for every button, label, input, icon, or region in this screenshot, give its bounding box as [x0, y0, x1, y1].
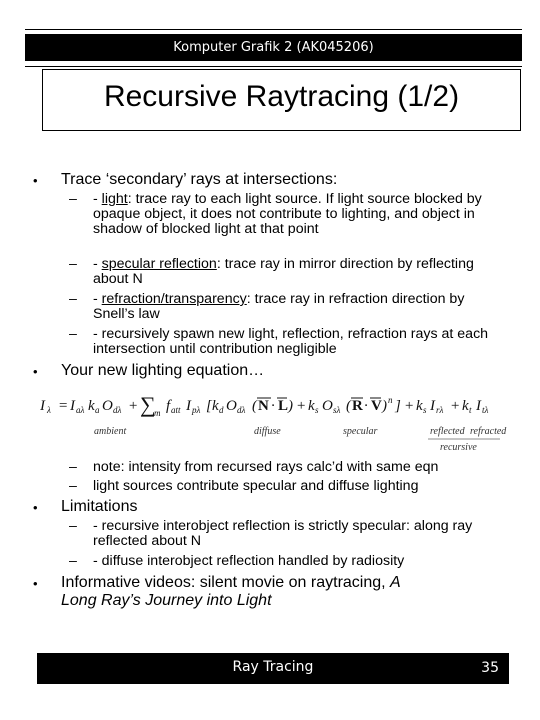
term-refraction-transparency: refraction/transparency	[101, 291, 247, 307]
svg-text:I: I	[430, 398, 435, 414]
svg-text:k: k	[88, 398, 95, 414]
course-title: Komputer Grafik 2 (AK045206)	[173, 40, 374, 55]
page-number: 35	[481, 660, 499, 676]
svg-text:N: N	[258, 398, 269, 414]
sub-bullet-recursive: – - recursively spawn new light, reflection, refraction rays at each intersection until contribution negligible	[69, 326, 489, 357]
label-specular: specular	[343, 426, 378, 437]
svg-text:dλ: dλ	[113, 405, 122, 415]
sub-bullet-note-lights: – light sources contribute specular and diffuse lighting	[69, 478, 419, 494]
svg-text:k: k	[462, 398, 469, 414]
label-diffuse: diffuse	[254, 426, 281, 437]
sub-bullet-light: – - light: trace ray to each light source. If light source blocked by opaque object, it does not contribute to lighting, and object in shadow of blocked light at that point	[69, 191, 482, 237]
bullet-marker: •	[33, 500, 38, 515]
svg-text:·: ·	[364, 398, 368, 414]
svg-text:O: O	[226, 398, 237, 414]
svg-text:dλ: dλ	[237, 405, 246, 415]
svg-text:(: (	[252, 398, 257, 414]
bullet-limitations: Limitations	[61, 498, 138, 515]
sub-bullet-refraction: – - refraction/transparency: trace ray in refraction direction by Snell’s law	[69, 291, 465, 322]
svg-text:O: O	[322, 398, 333, 414]
footer-title: Ray Tracing	[232, 659, 314, 675]
top-rule	[25, 29, 522, 30]
label-ambient: ambient	[94, 426, 127, 437]
svg-text:k: k	[416, 398, 423, 414]
svg-text:]: ]	[395, 398, 401, 414]
svg-text:I: I	[70, 398, 75, 414]
lighting-equation-image	[40, 392, 520, 454]
svg-text:∑: ∑	[140, 392, 156, 417]
svg-text:·: ·	[271, 398, 275, 414]
bullet-lighting-equation: Your new lighting equation…	[61, 362, 265, 379]
sub-bullet-note-intensity: – note: intensity from recursed rays calc’d with same eqn	[69, 459, 439, 475]
term-light: light	[101, 191, 128, 207]
footer-bar	[37, 653, 509, 684]
bullet-secondary-rays: Trace ‘secondary’ rays at intersections:	[61, 171, 338, 188]
svg-text:): )	[288, 398, 293, 414]
svg-text:(: (	[346, 398, 351, 414]
svg-text:m: m	[154, 408, 161, 418]
sub-bullet-limit-radiosity: – - diffuse interobject reflection handled by radiosity	[69, 553, 405, 569]
svg-text:a: a	[95, 405, 100, 415]
svg-text:n: n	[388, 395, 393, 405]
svg-text:rλ: rλ	[436, 405, 444, 415]
svg-text:I: I	[186, 398, 191, 414]
svg-text:t: t	[469, 405, 472, 415]
title-box	[42, 69, 521, 131]
svg-text:L: L	[278, 398, 289, 414]
lighting-equation-svg	[40, 392, 520, 454]
svg-text:R: R	[352, 398, 363, 414]
svg-text:pλ: pλ	[192, 405, 201, 415]
svg-text:+: +	[404, 398, 415, 414]
svg-text:V: V	[371, 398, 382, 414]
svg-text:O: O	[102, 398, 113, 414]
svg-text:λ: λ	[47, 405, 51, 415]
bullet-marker: •	[33, 364, 38, 379]
svg-text:+: +	[296, 398, 307, 414]
svg-text:=: =	[58, 398, 69, 414]
video-title: Long Ray’s Journey into Light	[61, 592, 272, 609]
sub-bullet-limit-specular: – - recursive interobject reflection is strictly specular: along ray reflected about N	[69, 518, 473, 549]
svg-text:): )	[382, 398, 387, 414]
svg-text:+: +	[450, 398, 461, 414]
svg-text:s: s	[423, 405, 427, 415]
svg-text:I: I	[476, 398, 481, 414]
bullet-marker: •	[33, 576, 38, 591]
svg-text:k: k	[212, 398, 219, 414]
header-bar	[25, 34, 522, 61]
term-specular-reflection: specular reflection	[101, 256, 217, 272]
bullet-marker: •	[33, 173, 38, 188]
svg-text:aλ: aλ	[76, 405, 85, 415]
sub-bullet-specular: – - specular reflection: trace ray in mirror direction by reflecting about N	[69, 256, 474, 287]
svg-text:[: [	[206, 398, 212, 414]
bullet-informative-videos: Informative videos: silent movie on raytracing, A Long Ray’s Journey into Light	[61, 574, 401, 609]
svg-text:s: s	[315, 405, 319, 415]
svg-text:tλ: tλ	[482, 405, 489, 415]
svg-text:k: k	[308, 398, 315, 414]
label-refracted: refracted	[470, 426, 507, 437]
svg-text:I: I	[40, 398, 45, 414]
svg-text:d: d	[219, 405, 224, 415]
svg-text:+: +	[128, 398, 139, 414]
label-recursive: recursive	[440, 442, 477, 453]
header-rule	[25, 66, 522, 67]
svg-text:sλ: sλ	[333, 405, 341, 415]
svg-text:att: att	[171, 405, 181, 415]
svg-text:f: f	[166, 398, 171, 414]
label-reflected: reflected	[430, 426, 465, 437]
slide-title: Recursive Raytracing (1/2)	[103, 80, 460, 113]
